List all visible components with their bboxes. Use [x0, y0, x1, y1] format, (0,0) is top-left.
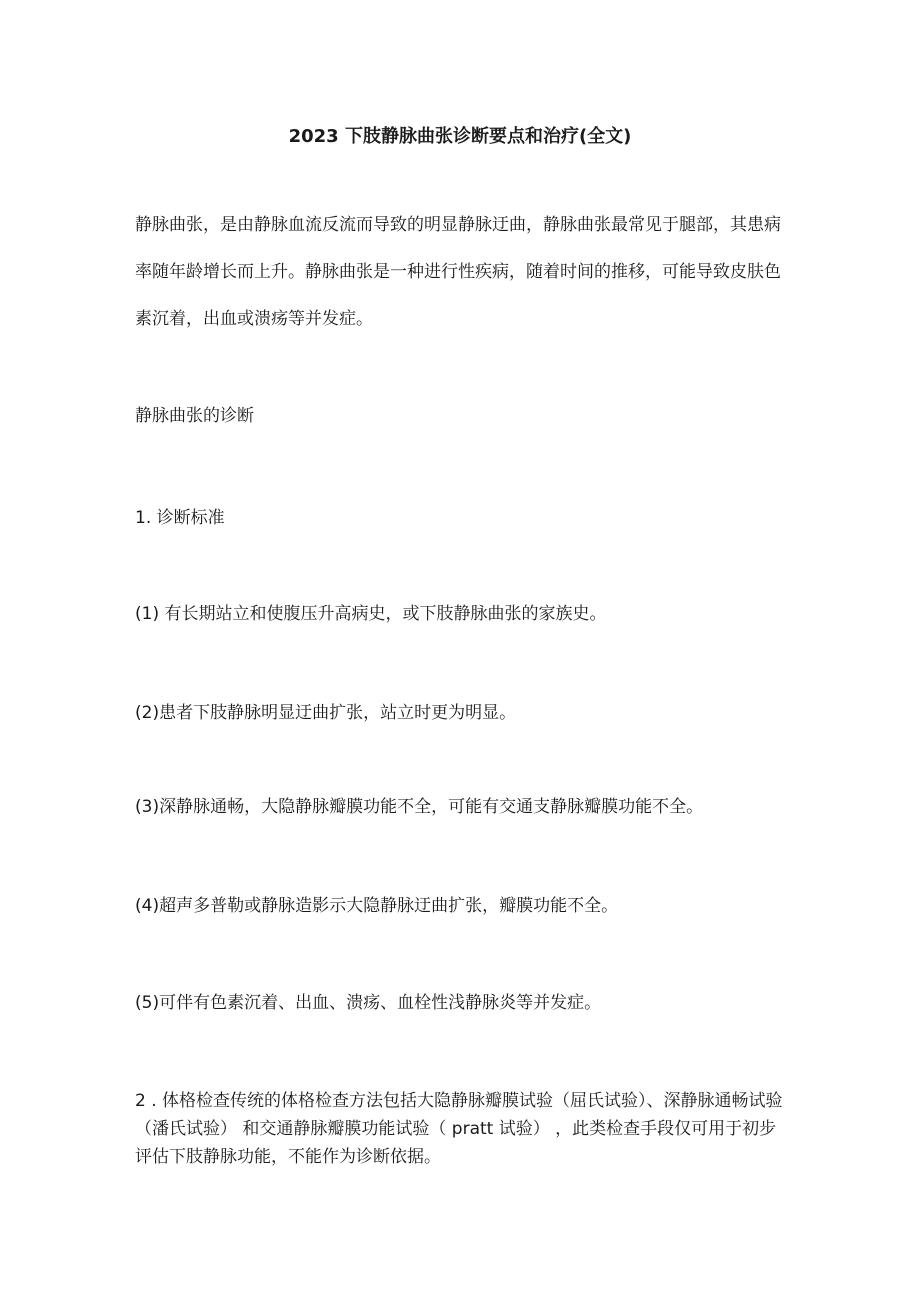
- criterion-item: (2)患者下肢静脉明显迂曲扩张，站立时更为明显。: [135, 703, 517, 723]
- section-heading: 静脉曲张的诊断: [135, 406, 254, 426]
- criterion-item: (5)可伴有色素沉着、出血、溃疡、血栓性浅静脉炎等并发症。: [135, 993, 602, 1013]
- physical-exam-paragraph: 2 . 体格检查传统的体格检查方法包括大隐静脉瓣膜试验（屈氏试验）、深静脉通畅试验（潘氏试验） 和交通静脉瓣膜功能试验（ pratt 试验） ，此类检查手段仅可用于初步评估下肢静脉功能，不能作为诊断依据。: [135, 1091, 783, 1167]
- criterion-item: (4)超声多普勒或静脉造影示大隐静脉迂曲扩张，瓣膜功能不全。: [135, 896, 619, 916]
- document-title: 2023 下肢静脉曲张诊断要点和治疗(全文): [288, 126, 632, 147]
- criterion-item: (1) 有长期站立和使腹压升高病史，或下肢静脉曲张的家族史。: [135, 604, 607, 624]
- subsection-heading-criteria: 1. 诊断标准: [135, 508, 225, 528]
- intro-paragraph: 静脉曲张，是由静脉血流反流而导致的明显静脉迂曲，静脉曲张最常见于腿部，其患病率随年龄增长而上升。静脉曲张是一种进行性疾病，随着时间的推移，可能导致皮肤色素沉着，出血或溃疡等并发症。: [135, 215, 781, 329]
- criterion-item: (3)深静脉通畅，大隐静脉瓣膜功能不全，可能有交通支静脉瓣膜功能不全。: [135, 797, 704, 817]
